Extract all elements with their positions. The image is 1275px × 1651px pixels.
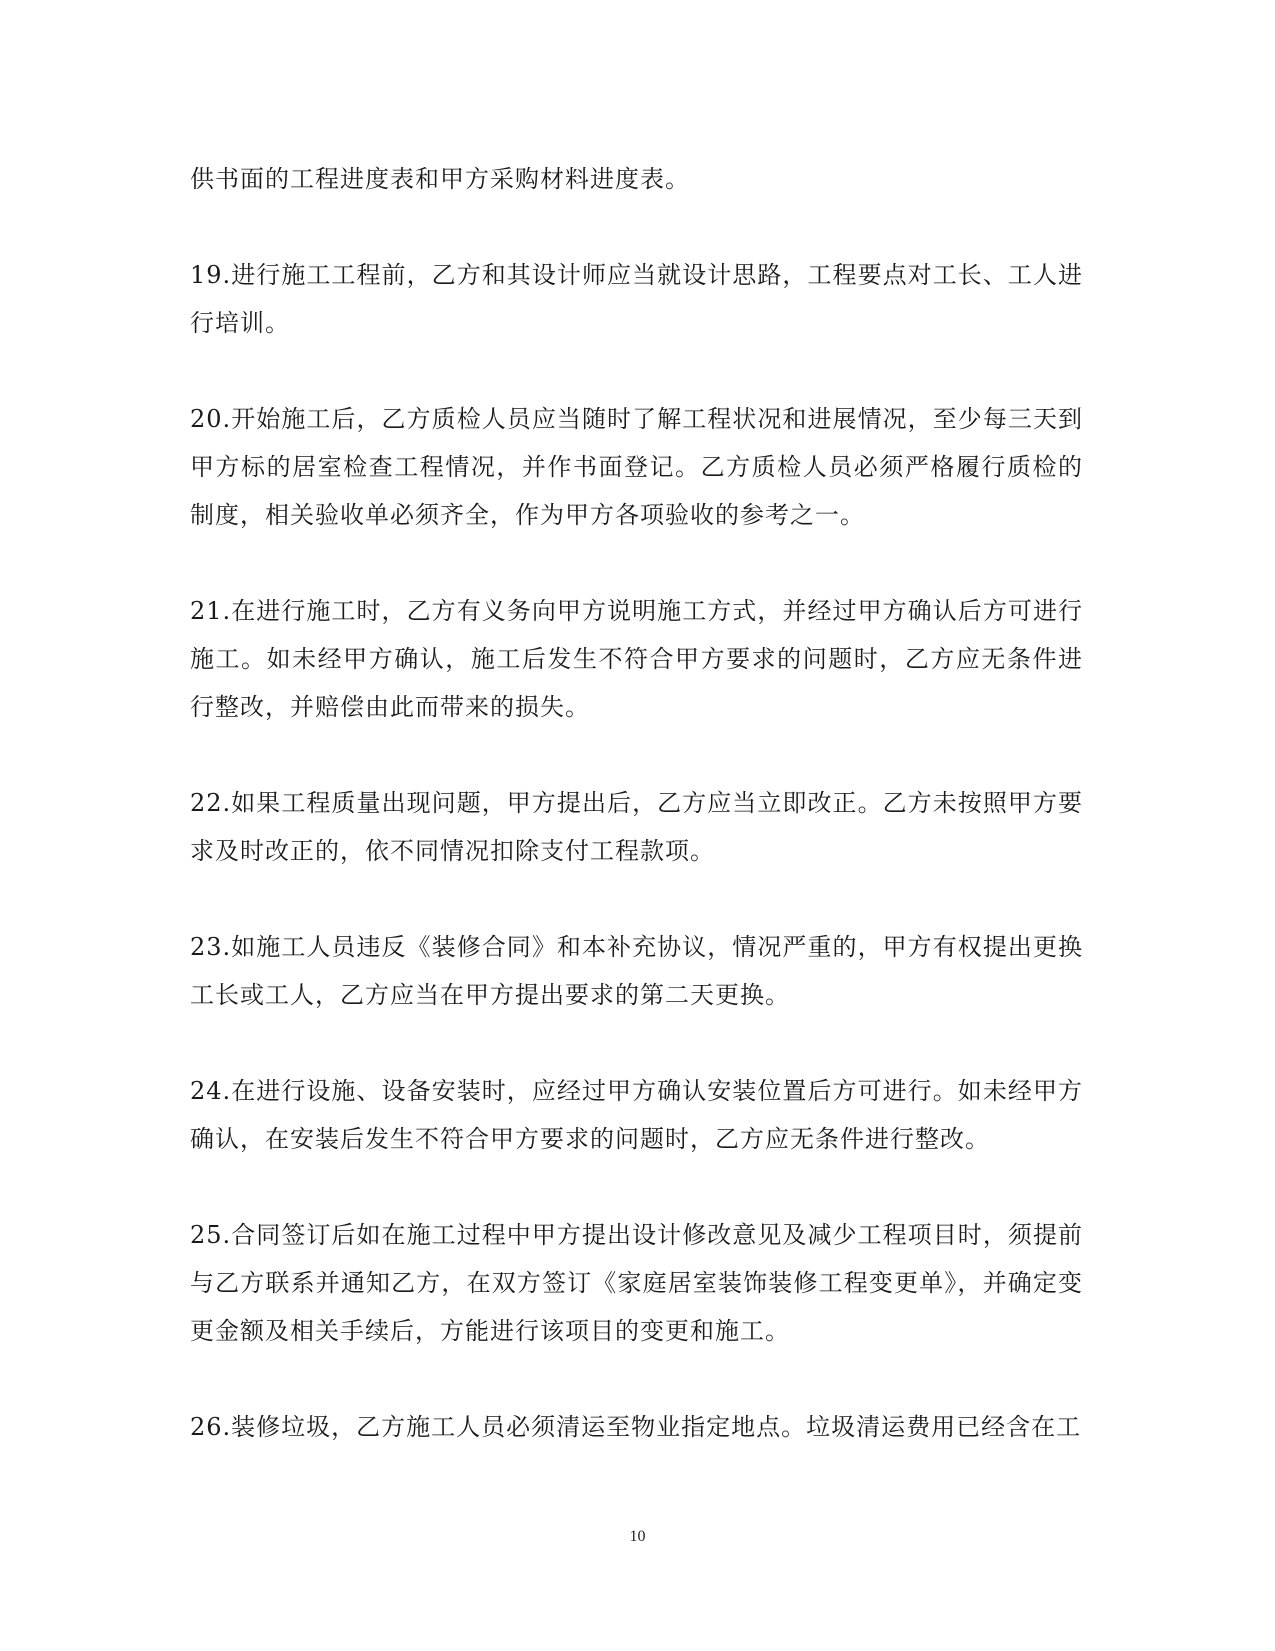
clause-21: 21.在进行施工时，乙方有义务向甲方说明施工方式，并经过甲方确认后方可进行施工。如未经甲方确认，施工后发生不符合甲方要求的问题时，乙方应无条件进行整改，并赔偿由此而带来的损失。 [190, 597, 1083, 721]
clause-24: 24.在进行设施、设备安装时，应经过甲方确认安装位置后方可进行。如未经甲方确认，在安装后发生不符合甲方要求的问题时，乙方应无条件进行整改。 [190, 1077, 1083, 1153]
clause-20: 20.开始施工后，乙方质检人员应当随时了解工程状况和进展情况，至少每三天到甲方标的居室检查工程情况，并作书面登记。乙方质检人员必须严格履行质检的制度，相关验收单必须齐全，作为甲方各项验收的参考之一。 [190, 405, 1083, 529]
paragraph-continuation: 供书面的工程进度表和甲方采购材料进度表。 [190, 165, 690, 193]
clause-23: 23.如施工人员违反《装修合同》和本补充协议，情况严重的，甲方有权提出更换工长或工人，乙方应当在甲方提出要求的第二天更换。 [190, 933, 1083, 1009]
clause-26: 26.装修垃圾，乙方施工人员必须清运至物业指定地点。垃圾清运费用已经含在工 [190, 1413, 1082, 1441]
clause-22: 22.如果工程质量出现问题，甲方提出后，乙方应当立即改正。乙方未按照甲方要求及时改正的，依不同情况扣除支付工程款项。 [190, 789, 1083, 865]
clause-19: 19.进行施工工程前，乙方和其设计师应当就设计思路，工程要点对工长、工人进行培训。 [190, 261, 1083, 337]
clause-25: 25.合同签订后如在施工过程中甲方提出设计修改意见及减少工程项目时，须提前与乙方联系并通知乙方，在双方签订《家庭居室装饰装修工程变更单》，并确定变更金额及相关手续后，方能进行该项目的变更和施工。 [190, 1221, 1083, 1345]
document-body [190, 155, 1083, 1451]
page-number: 10 [629, 1528, 646, 1545]
